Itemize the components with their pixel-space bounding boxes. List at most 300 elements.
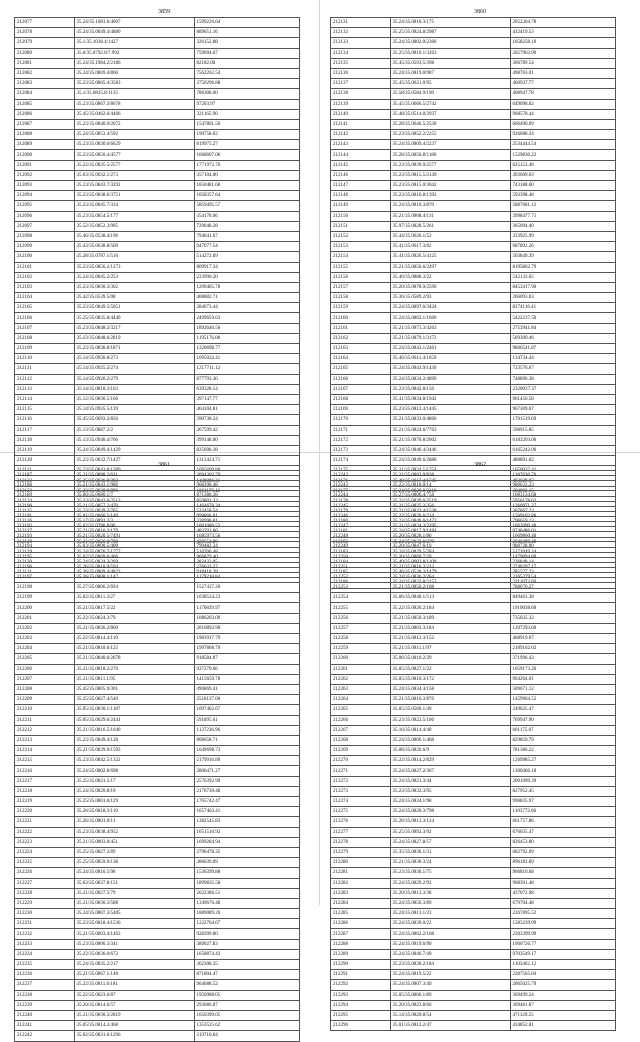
table-row xyxy=(15,68,300,78)
value-cell: 1083134.68 xyxy=(510,491,615,501)
table-row xyxy=(331,48,616,58)
table-row xyxy=(331,109,616,119)
coordinate-cell: 35.23/35.0840.9/2672 xyxy=(74,119,194,129)
value-cell: 498763.01 xyxy=(510,68,615,78)
table-row xyxy=(331,664,616,674)
value-cell: 799482.34 xyxy=(194,542,299,552)
table-row xyxy=(331,521,616,531)
coordinate-cell: 35.24/35.0849.4/1429 xyxy=(74,445,194,455)
row-id-cell: 212281 xyxy=(331,868,391,878)
row-id-cell: 212193 xyxy=(15,532,75,542)
value-cell: 2001099.39 xyxy=(510,776,615,786)
coordinate-cell: 35.23/35.0822.5/106 xyxy=(390,715,510,725)
row-id-cell: 212187 xyxy=(15,471,75,481)
row-id-cell: 212107 xyxy=(15,323,75,333)
value-cell: 333925.99 xyxy=(510,231,615,241)
row-id-cell: 212154 xyxy=(331,252,391,262)
row-id-cell: 212128 xyxy=(15,537,75,547)
row-id-cell: 212156 xyxy=(331,272,391,282)
value-cell: 918418.28 xyxy=(194,568,299,578)
row-id-cell: 212129 xyxy=(15,547,75,557)
coordinate-cell: 35.23/35.0832.3/95 xyxy=(390,786,510,796)
row-id-cell: 212112 xyxy=(15,374,75,384)
row-id-cell: 212119 xyxy=(15,445,75,455)
value-cell: 1651516.92 xyxy=(194,827,299,837)
coordinate-cell: 35.26/35.0818.3/110 xyxy=(74,807,194,817)
coordinate-cell: 35.21/35.0823.4/1538 xyxy=(390,507,510,517)
row-id-cell: 212149 xyxy=(331,201,391,211)
table-row xyxy=(15,384,300,394)
table-row xyxy=(331,313,616,323)
table-row xyxy=(331,705,616,715)
table-row xyxy=(331,807,616,817)
value-cell: 6183203.06 xyxy=(510,435,615,445)
value-cell: 399148.00 xyxy=(194,435,299,445)
coordinate-cell: 35.28/35.0640.5/2530 xyxy=(390,119,510,129)
coordinate-cell: 35.24/35.0863.1/1660 xyxy=(390,313,510,323)
table-row xyxy=(15,1031,300,1041)
coordinate-cell: 35.24/35.0834.2/4899 xyxy=(390,374,510,384)
row-id-cell: 212218 xyxy=(15,786,75,796)
row-id-cell: 212294 xyxy=(331,1000,391,1010)
row-id-cell: 212242 xyxy=(15,1031,75,1041)
row-id-cell: 212148 xyxy=(331,191,391,201)
row-id-cell: 212195 xyxy=(15,552,75,562)
table-row xyxy=(15,99,300,109)
coordinate-cell: 35.24/35.0809.4/2237 xyxy=(390,140,510,150)
row-id-cell: 212161 xyxy=(331,323,391,333)
value-cell: 966810.68 xyxy=(510,868,615,878)
table-row xyxy=(15,282,300,292)
value-cell: 8274116.41 xyxy=(510,303,615,313)
table-row xyxy=(15,858,300,868)
row-id-cell: 212153 xyxy=(331,242,391,252)
coordinate-cell: 35.1/35.1038.4/1427 xyxy=(74,38,194,48)
value-cell: 1685973.56 xyxy=(194,532,299,542)
coordinate-cell: 35.23/35.0850.4/4577 xyxy=(74,150,194,160)
value-cell: 488891.02 xyxy=(510,456,615,466)
coordinate-cell: 35.22/35.0814.4/110 xyxy=(74,634,194,644)
row-id-cell: 212173 xyxy=(331,445,391,455)
table-row xyxy=(15,28,300,38)
coordinate-cell: 35.24/35.0837.2/367 xyxy=(390,766,510,776)
value-cell: 284073.44 xyxy=(194,303,299,313)
coordinate-cell: 35.28/35.0850.8/1180 xyxy=(390,150,510,160)
value-cell: 849463.38 xyxy=(510,593,615,603)
value-cell: 134734.44 xyxy=(510,354,615,364)
coordinate-cell: 35.25/35.0835.8/4440 xyxy=(74,313,194,323)
value-cell: 2576392.99 xyxy=(194,776,299,786)
row-id-cell: 212130 xyxy=(15,557,75,567)
table-row xyxy=(15,231,300,241)
table-row xyxy=(331,949,616,959)
row-id-cell: 212251 xyxy=(331,562,391,572)
value-cell: 1464670.34 xyxy=(194,501,299,511)
table-row xyxy=(15,695,300,705)
coordinate-cell: 35.05/35.0827.1/22 xyxy=(390,664,510,674)
value-cell: 471129.25 xyxy=(510,1010,615,1020)
value-cell: 3998477.71 xyxy=(510,211,615,221)
coordinate-cell: 35.20/35.0823.8/66 xyxy=(390,1000,510,1010)
row-id-cell: 212163 xyxy=(331,344,391,354)
coordinate-cell: 35.63/35.0032.1/273 xyxy=(74,170,194,180)
table-row xyxy=(15,868,300,878)
row-id-cell: 212215 xyxy=(15,756,75,766)
table-row xyxy=(331,68,616,78)
row-id-cell: 212204 xyxy=(15,644,75,654)
row-id-cell: 212135 xyxy=(331,58,391,68)
table-row xyxy=(15,725,300,735)
row-id-cell: 212127 xyxy=(15,527,75,537)
coordinate-cell: 35.21/35.0833.0/4866 xyxy=(390,415,510,425)
table-row xyxy=(331,333,616,343)
coordinate-cell: 35.02/35.0786.8/06 xyxy=(74,521,194,531)
value-cell: 1095699.80 xyxy=(194,466,299,476)
row-id-cell: 212192 xyxy=(15,521,75,531)
coordinate-cell: 35.21/35.0810.2/213 xyxy=(390,562,510,572)
row-id-cell: 212077 xyxy=(15,18,75,28)
row-id-cell: 212222 xyxy=(15,827,75,837)
coordinate-cell: 35.24/35.1984.2/2186 xyxy=(74,58,194,68)
row-id-cell: 212165 xyxy=(331,364,391,374)
row-id-cell: 212125 xyxy=(15,507,75,517)
row-id-cell: 212206 xyxy=(15,664,75,674)
coordinate-cell: 35.21/35.0820.5/7491 xyxy=(74,532,194,542)
coordinate-cell: 35.21/35.0808.4/131 xyxy=(390,211,510,221)
coordinate-cell: 35.42/35.0539.5/08 xyxy=(74,293,194,303)
coordinate-cell: 35.22/35.0835.5/2577 xyxy=(74,160,194,170)
row-id-cell: 212083 xyxy=(15,79,75,89)
row-id-cell: 212210 xyxy=(15,705,75,715)
coordinate-cell: 35.23/35.0839.9/2577 xyxy=(390,160,510,170)
coordinate-cell: 35.21/35.0830.3/24 xyxy=(390,858,510,868)
table-row xyxy=(331,252,616,262)
value-cell: 896182.89 xyxy=(510,858,615,868)
coordinate-cell: 35.21/35.0803.3/184 xyxy=(390,623,510,633)
value-cell: 1649698.73 xyxy=(194,746,299,756)
row-id-cell: 212253 xyxy=(331,583,391,593)
coordinate-cell: 35.24/35.0836.2/264 xyxy=(390,572,510,582)
row-id-cell: 212111 xyxy=(15,364,75,374)
table-row xyxy=(15,623,300,633)
table-row xyxy=(15,425,300,435)
table-row xyxy=(331,797,616,807)
coordinate-cell: 35.21/35.0834.3/2295 xyxy=(390,521,510,531)
coordinate-cell: 35.05/35.0814.2/468 xyxy=(74,1021,194,1031)
table-row xyxy=(15,323,300,333)
coordinate-cell: 35.26/35.0809.4/4823 xyxy=(74,568,194,578)
row-id-cell: 212126 xyxy=(15,517,75,527)
value-cell: 1889089.26 xyxy=(194,909,299,919)
table-row xyxy=(331,532,616,542)
table-row xyxy=(15,481,300,491)
value-cell: 1850481.68 xyxy=(194,181,299,191)
row-id-cell: 212089 xyxy=(15,140,75,150)
coordinate-cell: 35.21/35.0816.5/1640 xyxy=(74,725,194,735)
row-id-cell: 212209 xyxy=(15,695,75,705)
sheet-title: 3862 xyxy=(474,462,486,468)
value-cell: 964688.52 xyxy=(194,980,299,990)
coordinate-cell: 35.21/35.0826.0/788 xyxy=(74,537,194,547)
coordinate-cell: 35.45/35.0666.5/2742 xyxy=(390,99,510,109)
row-id-cell: 212157 xyxy=(331,282,391,292)
table-row xyxy=(331,354,616,364)
value-cell: 1001080.53 xyxy=(194,521,299,531)
value-cell: 1997868.79 xyxy=(194,644,299,654)
table-row xyxy=(15,445,300,455)
value-cell: 354178.66 xyxy=(194,211,299,221)
coordinate-cell: 35.24/35.0897.6/3424 xyxy=(390,303,510,313)
row-id-cell: 212244 xyxy=(331,491,391,501)
row-id-cell: 212084 xyxy=(15,89,75,99)
value-cell: 786308.00 xyxy=(194,89,299,99)
value-cell: 1527437.20 xyxy=(194,583,299,593)
row-id-cell: 212133 xyxy=(331,38,391,48)
value-cell: 2040498.48 xyxy=(510,537,615,547)
coordinate-cell: 35.36/35.0589.2/93 xyxy=(390,293,510,303)
row-id-cell: 212240 xyxy=(15,1010,75,1020)
table-row xyxy=(15,221,300,231)
table-row xyxy=(331,201,616,211)
value-cell: 1599226.64 xyxy=(194,18,299,28)
coordinate-cell: 35.25/35.0827.4/540 xyxy=(74,695,194,705)
table-row xyxy=(331,695,616,705)
row-id-cell: 212233 xyxy=(15,939,75,949)
row-id-cell: 212104 xyxy=(15,293,75,303)
coordinate-cell: 35.24/35.0834.1/98 xyxy=(390,797,510,807)
table-row xyxy=(15,1000,300,1010)
coordinate-cell: 35.0/35.0792.0/7.992 xyxy=(74,48,194,58)
row-id-cell: 212200 xyxy=(15,603,75,613)
row-id-cell: 212254 xyxy=(331,593,391,603)
row-id-cell: 212283 xyxy=(331,888,391,898)
row-id-cell: 212093 xyxy=(15,181,75,191)
table-row xyxy=(331,868,616,878)
coordinate-cell: 35.21/35.0818.6/125 xyxy=(74,644,194,654)
row-id-cell: 212230 xyxy=(15,909,75,919)
row-id-cell: 212087 xyxy=(15,119,75,129)
table-row xyxy=(331,481,616,491)
coordinate-cell: 35.14/35.0930.8/273 xyxy=(74,354,194,364)
row-id-cell: 212137 xyxy=(331,79,391,89)
table-row xyxy=(331,272,616,282)
value-cell: 493609.03 xyxy=(510,170,615,180)
table-row xyxy=(331,898,616,908)
coordinate-cell: 35.24/35.0835.2/217 xyxy=(74,960,194,970)
coordinate-cell: 35.22/35.0820.2/184 xyxy=(390,603,510,613)
coordinate-cell: 35.48/35.0617.4/1745 xyxy=(390,476,510,486)
coordinate-cell: 35.23/35.0806.3/341 xyxy=(74,939,194,949)
value-cell: 3750296.88 xyxy=(194,79,299,89)
value-cell: 437072.98 xyxy=(510,888,615,898)
value-cell: 2057963.90 xyxy=(510,48,615,58)
coordinate-cell: 35.23/35.0842.5/1322 xyxy=(74,756,194,766)
value-cell: 397147.77 xyxy=(194,394,299,404)
value-cell: 1479094.89 xyxy=(510,552,615,562)
value-cell: 598915.85 xyxy=(510,425,615,435)
sheet-title: 3859 xyxy=(158,9,170,15)
coordinate-cell: 35.23/35.0846.6/1472 xyxy=(390,517,510,527)
table-row xyxy=(15,48,300,58)
coordinate-cell: 35.21/35.0803.4/1463 xyxy=(74,929,194,939)
row-id-cell: 212227 xyxy=(15,878,75,888)
value-cell: 9703549.17 xyxy=(510,949,615,959)
coordinate-cell: 35.12/35.0830.5/166 xyxy=(74,394,194,404)
coordinate-cell: 35.02/35.0869.6/466 xyxy=(74,552,194,562)
value-cell: 1382545.83 xyxy=(194,817,299,827)
coordinate-cell: 35.24/35.0802.8/698 xyxy=(74,766,194,776)
coordinate-cell: 35.21/35.0810.3/179 xyxy=(74,527,194,537)
table-row xyxy=(331,542,616,552)
coordinate-cell: 35.23/35.0865.4/3583 xyxy=(74,79,194,89)
coordinate-cell: 35.13/35.0940.4/766 xyxy=(74,435,194,445)
row-id-cell: 212208 xyxy=(15,684,75,694)
table-row xyxy=(331,1010,616,1020)
value-cell: 625153.48 xyxy=(510,160,615,170)
coordinate-cell: 35.27/35.0806.4/758 xyxy=(390,491,510,501)
value-cell: 6165242.06 xyxy=(510,445,615,455)
value-cell: 666490.09 xyxy=(510,119,615,129)
table-row xyxy=(15,201,300,211)
table-row xyxy=(15,949,300,959)
coordinate-cell: 35.24/35.0819.5/22 xyxy=(390,970,510,980)
coordinate-cell: 35.23/35.0854.5/177 xyxy=(74,211,194,221)
row-id-cell: 212280 xyxy=(331,858,391,868)
coordinate-cell: 35.52/35.0852.3/905 xyxy=(74,221,194,231)
value-cell: 906879.40 xyxy=(194,552,299,562)
row-id-cell: 212269 xyxy=(331,746,391,756)
row-id-cell: 212141 xyxy=(331,119,391,129)
table-row xyxy=(331,583,616,593)
value-cell: 1530399.88 xyxy=(194,868,299,878)
row-id-cell: 212196 xyxy=(15,562,75,572)
table-row xyxy=(331,735,616,745)
table-row xyxy=(331,79,616,89)
row-id-cell: 212090 xyxy=(15,150,75,160)
coordinate-cell: 35.45/35.0462.6/4466 xyxy=(74,109,194,119)
row-id-cell: 212252 xyxy=(331,572,391,582)
value-cell: 2303399.99 xyxy=(510,929,615,939)
coordinate-cell: 35.20/35.0813.3/38 xyxy=(390,888,510,898)
value-cell: 796659.13 xyxy=(510,517,615,527)
coordinate-cell: 35.23/35.0815.5/2149 xyxy=(390,170,510,180)
coordinate-cell: 35.02/35.0831.6/1296 xyxy=(74,1031,194,1041)
coordinate-cell: 35.24/35.0821.3/44 xyxy=(390,776,510,786)
value-cell: 2176730.48 xyxy=(194,786,299,796)
value-cell: 276633.27 xyxy=(194,562,299,572)
row-id-cell: 212242 xyxy=(331,471,391,481)
row-id-cell: 212278 xyxy=(331,837,391,847)
value-cell: 918584.87 xyxy=(194,654,299,664)
value-cell: 1771972.76 xyxy=(194,160,299,170)
table-row xyxy=(15,471,300,481)
table-row xyxy=(331,191,616,201)
coordinate-cell: 35.21/35.0873.3/4263 xyxy=(390,323,510,333)
row-id-cell: 212257 xyxy=(331,623,391,633)
value-cell: 1313424.71 xyxy=(194,456,299,466)
row-id-cell: 212249 xyxy=(331,542,391,552)
coordinate-cell: 35.05/35.0560.1/49 xyxy=(390,705,510,715)
value-cell: 661757.86 xyxy=(510,817,615,827)
row-id-cell: 212123 xyxy=(15,486,75,496)
coordinate-cell: 35.05/35.0830.1/1187 xyxy=(74,705,194,715)
value-cell: 926088.34 xyxy=(510,130,615,140)
table-row xyxy=(15,593,300,603)
value-cell: 219710.64 xyxy=(194,1031,299,1041)
value-cell: 367599.42 xyxy=(194,425,299,435)
value-cell: 1195176.08 xyxy=(194,333,299,343)
row-id-cell: 212255 xyxy=(331,603,391,613)
table-row xyxy=(15,919,300,929)
coordinate-cell: 35.22/35.0818.0/14 xyxy=(390,481,510,491)
row-id-cell: 212213 xyxy=(15,735,75,745)
coordinate-cell: 35.24/35.0817.9/1484 xyxy=(390,527,510,537)
value-cell: 357104.00 xyxy=(194,170,299,180)
table-row xyxy=(331,827,616,837)
row-id-cell: 212169 xyxy=(331,405,391,415)
row-id-cell: 212284 xyxy=(331,898,391,908)
coordinate-cell: 35.05/35.0629.6/2441 xyxy=(74,715,194,725)
value-cell: 464104.81 xyxy=(194,405,299,415)
value-cell: 1668607.06 xyxy=(194,150,299,160)
coordinate-cell: 35.24/35.0845.2/253 xyxy=(74,272,194,282)
table-row xyxy=(15,191,300,201)
row-id-cell: 212159 xyxy=(331,303,391,313)
row-id-cell: 212152 xyxy=(331,231,391,241)
coordinate-cell: 35.41/35.0617.3/82 xyxy=(390,242,510,252)
value-cell: 510706.48 xyxy=(194,547,299,557)
coordinate-cell: 35.23/35.0852.2/2255 xyxy=(390,130,510,140)
row-id-cell: 212178 xyxy=(331,496,391,506)
row-id-cell: 212181 xyxy=(331,527,391,537)
value-cell: 788670.27 xyxy=(510,583,615,593)
row-id-cell: 212259 xyxy=(331,644,391,654)
coordinate-cell: 35.45/35.0805.9/301 xyxy=(74,684,194,694)
value-cell: 1038524.23 xyxy=(194,593,299,603)
value-cell: 365094.40 xyxy=(510,221,615,231)
coordinate-cell: 35.14/35.0925.2/274 xyxy=(74,364,194,374)
table-row xyxy=(15,150,300,160)
value-cell: 1699284.94 xyxy=(194,837,299,847)
coordinate-cell: 35.45/35.0593.5/398 xyxy=(390,58,510,68)
value-cell: 483029.97 xyxy=(510,476,615,486)
coordinate-cell: 35.24/35.0819.0/987 xyxy=(390,68,510,78)
coordinate-cell: 35.25/35.0821.5/17 xyxy=(74,776,194,786)
coordinate-cell: 35.24/35.0843.9/1430 xyxy=(390,364,510,374)
value-cell: 371996.43 xyxy=(510,654,615,664)
row-id-cell: 212078 xyxy=(15,28,75,38)
row-id-cell: 212207 xyxy=(15,674,75,684)
row-id-cell: 212099 xyxy=(15,242,75,252)
value-cell: 293686.07 xyxy=(194,1000,299,1010)
table-row xyxy=(15,79,300,89)
value-cell: 889651.16 xyxy=(194,28,299,38)
table-row xyxy=(331,405,616,415)
row-id-cell: 212282 xyxy=(331,878,391,888)
value-cell: 9800541.87 xyxy=(510,344,615,354)
value-cell: 8195862.79 xyxy=(510,262,615,272)
value-cell: 723576.67 xyxy=(510,364,615,374)
value-cell: 1207293.60 xyxy=(510,623,615,633)
value-cell: 460937.77 xyxy=(510,79,615,89)
coordinate-cell: 35.20/35.0814.6/57 xyxy=(74,1000,194,1010)
data-table xyxy=(330,470,616,1031)
table-row xyxy=(15,415,300,425)
table-row xyxy=(331,119,616,129)
value-cell: 1061170.42 xyxy=(194,486,299,496)
row-id-cell: 212138 xyxy=(331,89,391,99)
coordinate-cell: 35.24/35.0856.3/89 xyxy=(390,898,510,908)
